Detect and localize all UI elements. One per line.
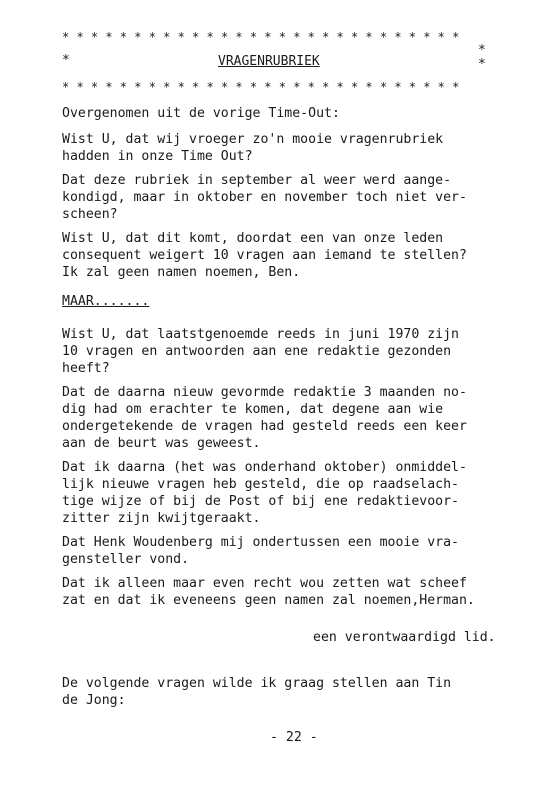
text-line: lijk nieuwe vragen heb gesteld, die op raadselach- bbox=[62, 477, 459, 492]
stars-side-right: * bbox=[478, 43, 486, 58]
text-line: Ik zal geen namen noemen, Ben. bbox=[62, 265, 301, 280]
text-line: consequent weigert 10 vragen aan iemand te stellen? bbox=[62, 248, 467, 263]
maar-heading: MAAR....... bbox=[62, 294, 150, 309]
text-line: ondergetekende de vragen had gesteld reeds een keer bbox=[62, 419, 467, 434]
text-line: Dat de daarna nieuw gevormde redaktie 3 maanden no- bbox=[62, 385, 467, 400]
text-line: kondigd, maar in oktober en november toch niet ver- bbox=[62, 190, 467, 205]
text-line: Dat ik alleen maar even recht wou zetten wat scheef bbox=[62, 576, 467, 591]
stars-top: * * * * * * * * * * * * * * * * * * * * * * * * * * * * bbox=[62, 30, 460, 44]
text-line: Overgenomen uit de vorige Time-Out: bbox=[62, 106, 340, 121]
text-line: zitter zijn kwijtgeraakt. bbox=[62, 511, 261, 526]
text-line: aan de beurt was geweest. bbox=[62, 436, 261, 451]
text-line: Dat ik daarna (het was onderhand oktober) onmiddel- bbox=[62, 460, 467, 475]
text-line: gensteller vond. bbox=[62, 552, 190, 567]
text-line: Wist U, dat laatstgenoemde reeds in juni 1970 zijn bbox=[62, 327, 459, 342]
stars-bottom: * * * * * * * * * * * * * * * * * * * * * * * * * * * * bbox=[62, 80, 460, 94]
text-line: De volgende vragen wilde ik graag stellen aan Tin bbox=[62, 676, 452, 691]
stars-side-left: * bbox=[62, 53, 70, 68]
text-line: Dat Henk Woudenberg mij ondertussen een mooie vra- bbox=[62, 535, 459, 550]
text-line: Wist U, dat dit komt, doordat een van onze leden bbox=[62, 231, 444, 246]
page-number: - 22 - bbox=[270, 730, 318, 745]
text-line: scheen? bbox=[62, 207, 118, 222]
text-line: dig had om erachter te komen, dat degene aan wie bbox=[62, 402, 444, 417]
stars-side-right-2: * bbox=[478, 57, 486, 72]
text-line: Dat deze rubriek in september al weer werd aange- bbox=[62, 173, 452, 188]
page-title: VRAGENRUBRIEK bbox=[218, 54, 320, 69]
text-line: 10 vragen en antwoorden aan ene redaktie gezonden bbox=[62, 344, 452, 359]
text-line: Wist U, dat wij vroeger zo'n mooie vragenrubriek bbox=[62, 132, 444, 147]
text-line: heeft? bbox=[62, 361, 110, 376]
text-line: tige wijze of bij de Post of bij ene redaktievoor- bbox=[62, 494, 459, 509]
signature: een verontwaardigd lid. bbox=[313, 630, 496, 645]
text-line: zat en dat ik eveneens geen namen zal noemen,Herman. bbox=[62, 593, 475, 608]
text-line: hadden in onze Time Out? bbox=[62, 149, 253, 164]
text-line: de Jong: bbox=[62, 693, 126, 708]
